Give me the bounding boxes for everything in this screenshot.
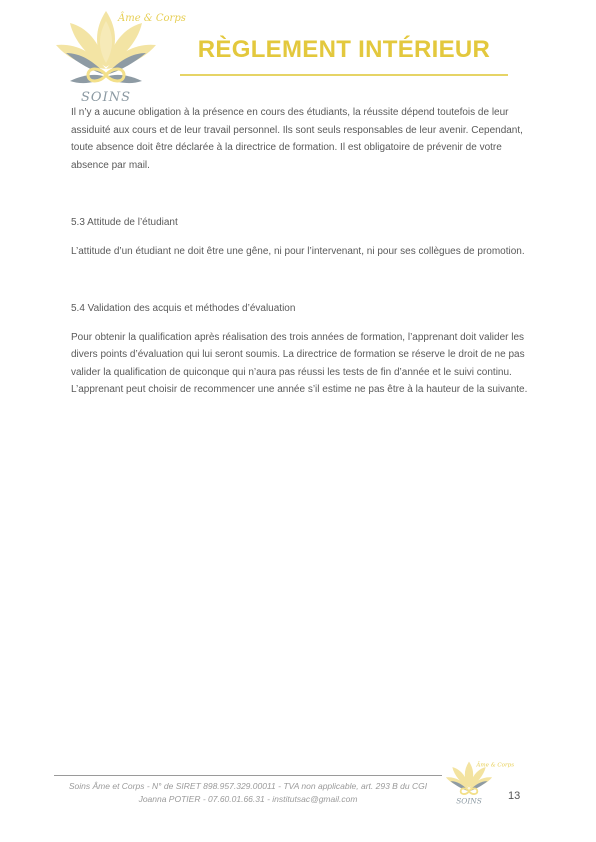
footer-logo-bottom-text: SOINS [456,796,482,806]
paragraph-attitude: L’attitude d’un étudiant ne doit être une gêne, ni pour l’intervenant, ni pour ses collègues de promotion. [71,245,525,257]
logo-top-text: Âme & Corps [118,13,186,24]
footer-divider [54,775,442,776]
footer-info [54,780,442,806]
document-body [71,104,529,399]
section-heading-5-3: 5.3 Attitude de l’étudiant [71,217,178,228]
footer-logo-top-text: Âme & Corps [476,762,515,769]
footer-line-1: Soins Âme et Corps - N° de SIRET 898.957.329.00011 - TVA non applicable, art. 293 B du CGI [68,781,428,791]
section-heading-5-4: 5.4 Validation des acquis et méthodes d’évaluation [71,303,296,314]
paragraph-validation: Pour obtenir la qualification après réalisation des trois années de formation, l’apprenant doit valider les divers points d’évaluation qui lui seront soumis. La directrice de formation se réserve le droit de ne pas valider la qualification de quiconque qui n’aura pas réussi les tests de fin d’année et le suivi continu. L’apprenant peut choisir de recommencer une année s’il estime ne pas être à la hauteur de la suivante. [71,331,528,395]
lotus-logo-icon [52,5,186,105]
title-underline [180,74,508,76]
logo-bottom-text: SOINS [81,90,131,105]
page-number: 13 [508,790,521,802]
page-title: RÈGLEMENT INTÉRIEUR [197,36,491,63]
footer-line-2: Joanna POTIER - 07.60.01.66.31 - institutsac@gmail.com [138,794,358,804]
paragraph-attendance: Il n’y a aucune obligation à la présence en cours des étudiants, la réussite dépend toutefois de leur assiduité aux cours et de leur travail personnel. Ils sont seuls responsables de leur avenir. Cependant, toute absence doit être déclarée à la directrice de formation. Il est obligatoire de prévenir de votre absence par mail. [71,107,523,171]
